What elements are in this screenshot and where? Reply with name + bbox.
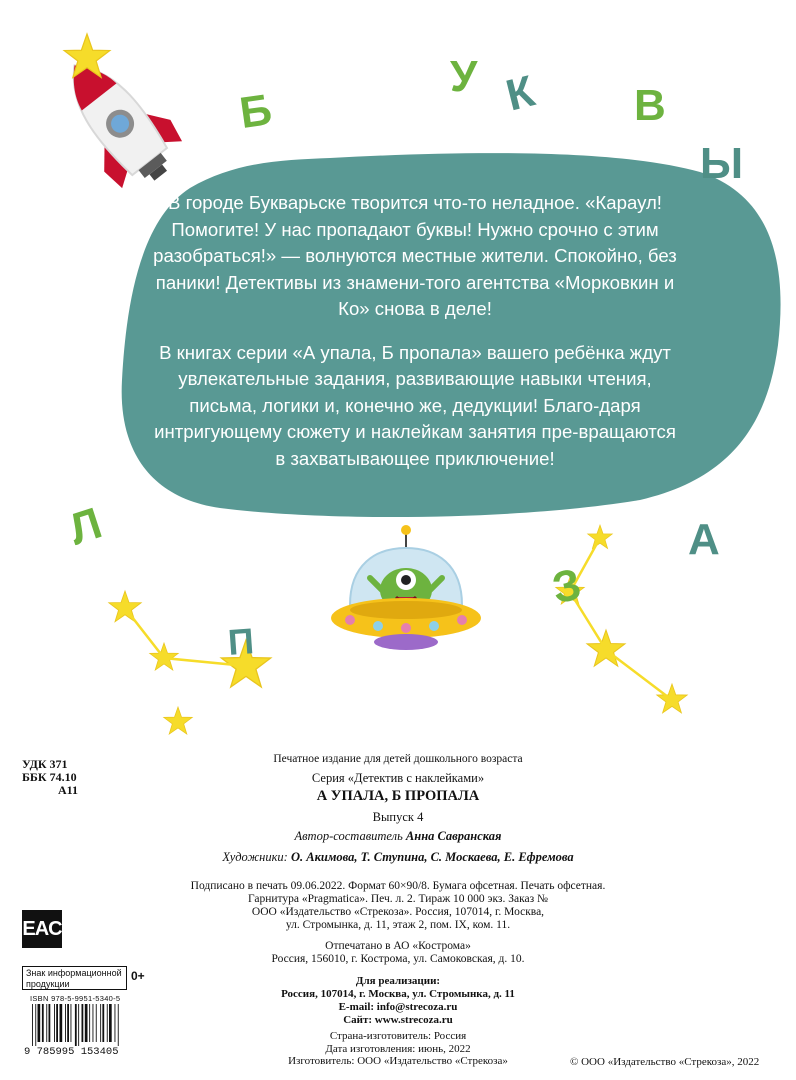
cover-letter-u: У bbox=[450, 52, 478, 101]
printer-line: Россия, 156010, г. Кострома, ул. Самоковская, д. 10. bbox=[271, 953, 525, 965]
artists-line bbox=[0, 850, 796, 865]
cover-letter-v: В bbox=[634, 81, 666, 130]
printer-details bbox=[0, 940, 796, 966]
cover-letter-b: Б bbox=[236, 85, 275, 138]
eac-label: EAC bbox=[22, 918, 62, 940]
print-detail-line: ул. Стромынка, д. 11, этаж 2, пом. IX, ком. 11. bbox=[285, 919, 511, 931]
email-link[interactable]: info@strecoza.ru bbox=[376, 1001, 458, 1013]
info-sign-box bbox=[22, 966, 127, 990]
eac-mark bbox=[22, 910, 62, 948]
artists-names: О. Акимова, Т. Ступина, С. Москаева, Е. Ефремова bbox=[290, 850, 574, 864]
print-detail-line: Подписано в печать 09.06.2022. Формат 60×90/8. Бумага офсетная. Печать офсетная. bbox=[190, 880, 606, 892]
barcode-digits: 9 785995 153405 bbox=[24, 1046, 119, 1056]
bbk-code: ББК 74.10 bbox=[22, 770, 77, 784]
made-date-line: Дата изготовления: июнь, 2022 bbox=[325, 1042, 471, 1055]
book-title: А УПАЛА, Б ПРОПАЛА bbox=[316, 788, 480, 804]
author-mark: А11 bbox=[58, 783, 79, 797]
cover-letter-p: П bbox=[226, 620, 256, 663]
manufacturer-line: Изготовитель: ООО «Издательство «Стрекоза» bbox=[288, 1055, 508, 1067]
blurb-text bbox=[150, 190, 680, 472]
blurb-paragraph-2: В книгах серии «А упала, Б пропала» вашего ребёнка ждут увлекательные задания, развивающие навыки чтения, письма, логики и, конечно же, дедукции! Благо-даря интригующему сюжету и наклейкам занятия пре-вращаются в захватывающее приключение! bbox=[154, 341, 676, 469]
info-sign-text: Знак информационной продукции bbox=[26, 968, 122, 989]
cover-letter-y: Ы bbox=[700, 139, 744, 188]
artists-label: Художники: bbox=[222, 850, 288, 864]
compiler-name: Анна Савранская bbox=[405, 829, 502, 843]
printer-line: Отпечатано в АО «Кострома» bbox=[325, 940, 471, 952]
cover-letter-k: К bbox=[501, 66, 540, 121]
site-link[interactable]: www.strecoza.ru bbox=[374, 1014, 453, 1026]
copyright-notice: © ООО «Издательство «Стрекоза», 2022 bbox=[570, 1056, 760, 1068]
cover-letter-l: Л bbox=[63, 498, 108, 555]
barcode-icon bbox=[24, 994, 149, 1056]
udk-code: УДК 371 bbox=[22, 757, 68, 771]
site-label: Сайт: bbox=[343, 1014, 373, 1026]
ufo-alien-illustration bbox=[331, 525, 481, 650]
sales-label: Для реализации: bbox=[355, 975, 441, 987]
sales-address: Россия, 107014, г. Москва, ул. Стромынка, д. 11 bbox=[281, 988, 515, 1000]
blurb-paragraph-1: В городе Букварьске творится что-то неладное. «Караул! Помогите! У нас пропадают буквы! Нужно срочно с этим разобраться!» — волнуются местные жители. Спокойно, без паники! Детективы из знамени-того агентства «Морковкин и Ко» снова в деле! bbox=[153, 192, 677, 319]
compiler-line bbox=[0, 829, 796, 844]
email-label: E-mail: bbox=[338, 1001, 375, 1013]
audience-note: Печатное издание для детей дошкольного возраста bbox=[273, 753, 523, 765]
print-details bbox=[0, 880, 796, 932]
print-detail-line: ООО «Издательство «Стрекоза». Россия, 107014, г. Москва, bbox=[251, 906, 545, 918]
cover-letter-z: З bbox=[548, 559, 586, 614]
issue-number: Выпуск 4 bbox=[372, 810, 424, 824]
country-line: Страна-изготовитель: Россия bbox=[329, 1030, 467, 1042]
cover-letter-a: А bbox=[688, 515, 720, 564]
compiler-label: Автор-составитель bbox=[294, 829, 403, 843]
age-rating: 0+ bbox=[131, 969, 145, 983]
rocket-illustration bbox=[41, 40, 193, 202]
isbn-text: ISBN 978-5-9951-5340-5 bbox=[30, 994, 121, 1003]
series-name: Серия «Детектив с наклейками» bbox=[311, 771, 485, 785]
print-detail-line: Гарнитура «Pragmatica». Печ. л. 2. Тираж 10 000 экз. Заказ № bbox=[247, 893, 548, 905]
